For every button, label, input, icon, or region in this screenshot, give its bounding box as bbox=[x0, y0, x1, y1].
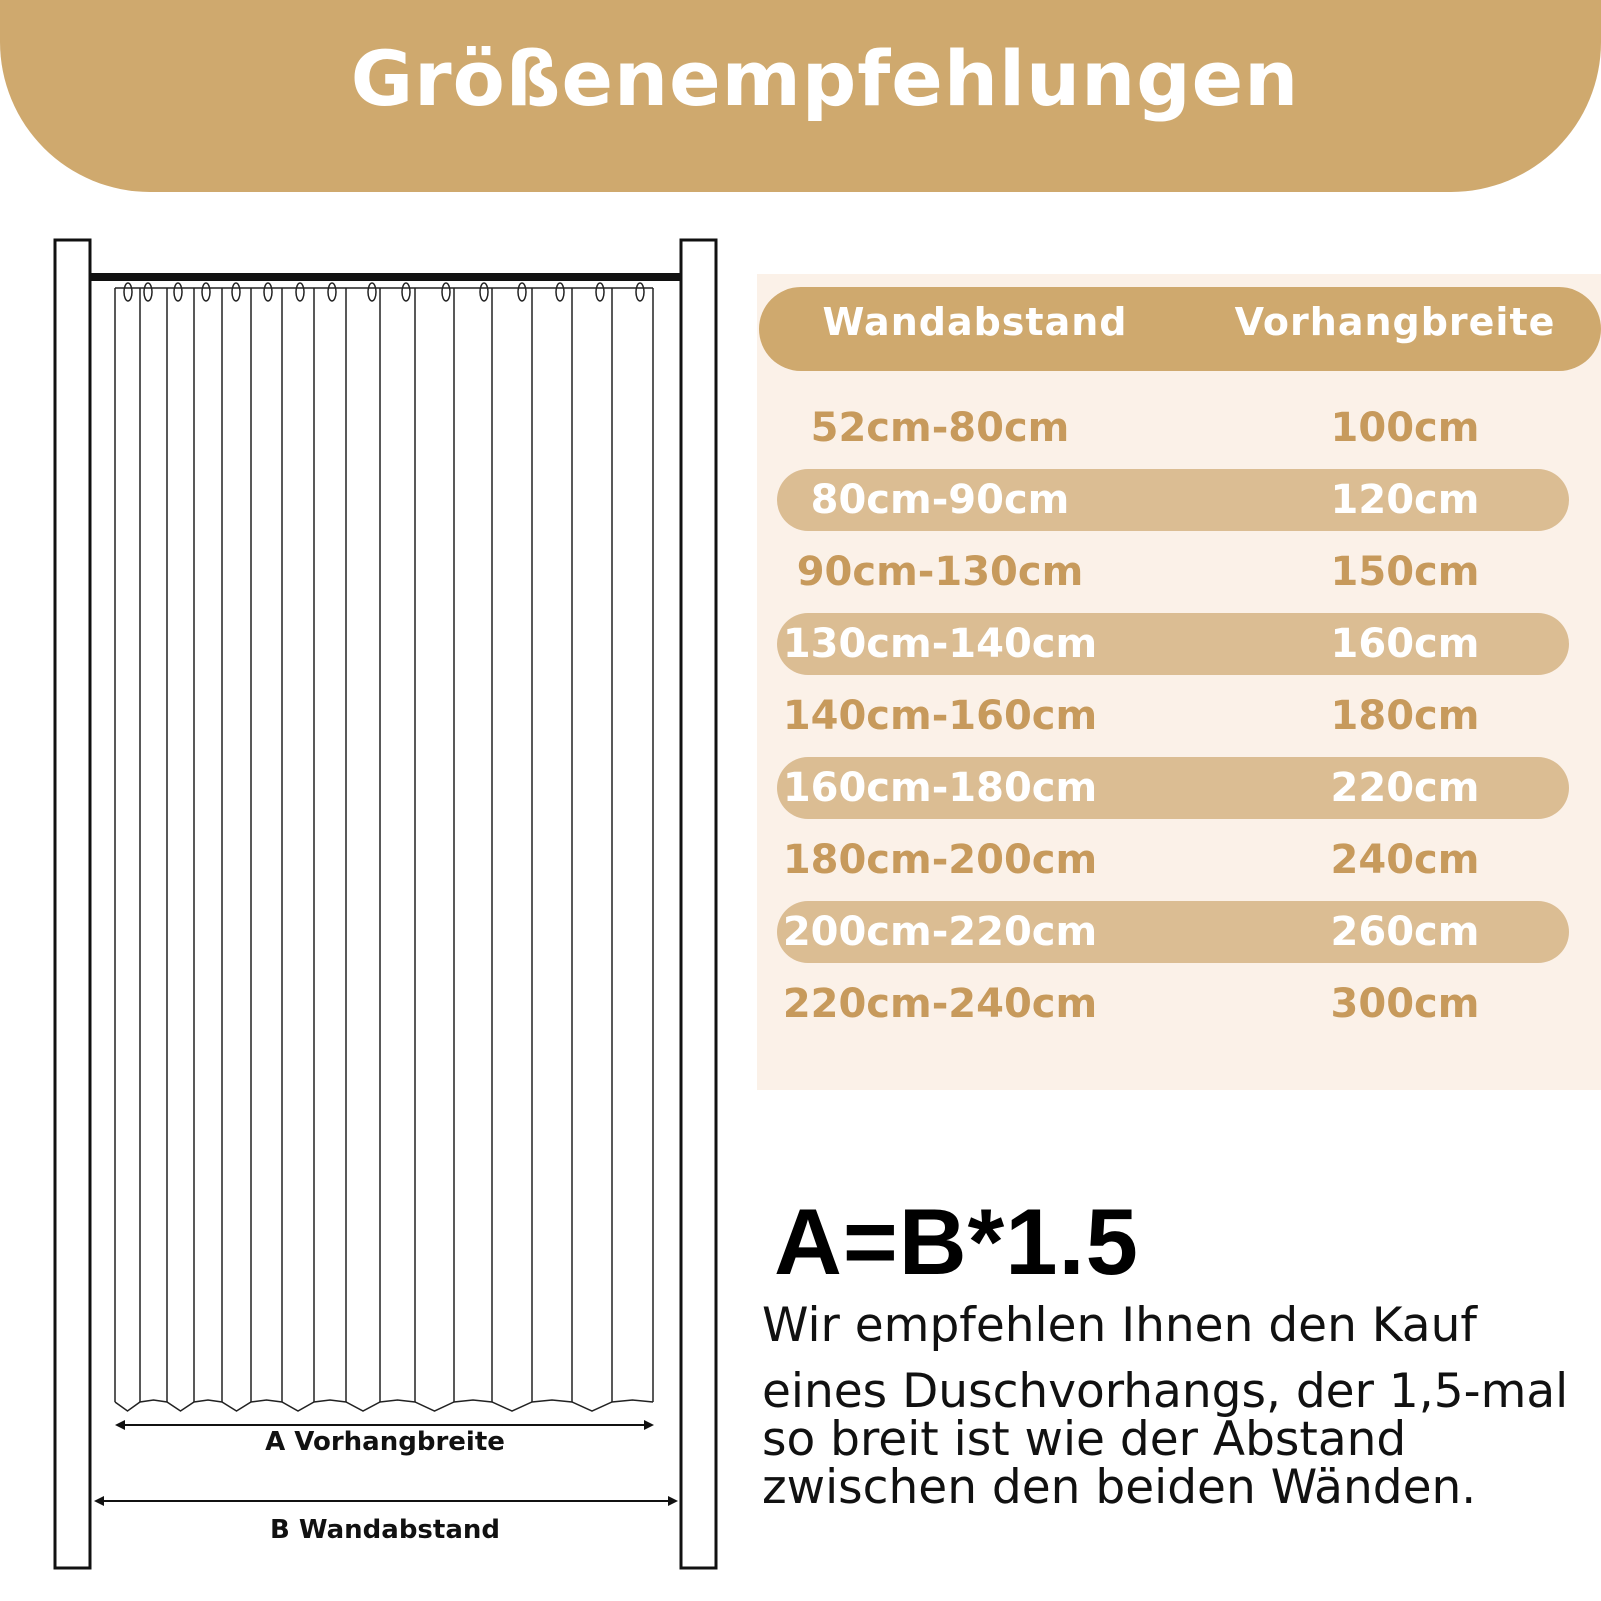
description-line-4: zwischen den beiden Wänden. bbox=[762, 1460, 1477, 1515]
table-cell-curtain-width: 150cm bbox=[1330, 549, 1480, 595]
table-cell-curtain-width: 120cm bbox=[1330, 477, 1480, 523]
header-wall-distance: Wandabstand bbox=[822, 300, 1128, 344]
table-cell-wall-distance: 180cm-200cm bbox=[782, 837, 1098, 883]
curtain-ring bbox=[202, 283, 210, 301]
curtain-ring bbox=[556, 283, 564, 301]
curtain-diagram bbox=[0, 0, 730, 1601]
description-line-3: so breit ist wie der Abstand bbox=[762, 1412, 1407, 1467]
table-cell-wall-distance: 160cm-180cm bbox=[782, 765, 1098, 811]
curtain-ring bbox=[480, 283, 488, 301]
table-cell-curtain-width: 160cm bbox=[1330, 621, 1480, 667]
curtain-ring bbox=[328, 283, 336, 301]
label-a-curtain-width: A Vorhangbreite bbox=[265, 1427, 505, 1457]
table-cell-wall-distance: 52cm-80cm bbox=[810, 405, 1070, 451]
curtain-ring bbox=[174, 283, 182, 301]
description-line-2: eines Duschvorhangs, der 1,5-mal bbox=[762, 1364, 1569, 1419]
table-cell-curtain-width: 220cm bbox=[1330, 765, 1480, 811]
table-cell-wall-distance: 80cm-90cm bbox=[810, 477, 1070, 523]
table-cell-curtain-width: 100cm bbox=[1330, 405, 1480, 451]
table-cell-curtain-width: 180cm bbox=[1330, 693, 1480, 739]
curtain-ring bbox=[232, 283, 240, 301]
table-cell-curtain-width: 240cm bbox=[1330, 837, 1480, 883]
curtain-ring bbox=[124, 283, 132, 301]
dimension-b-arrow bbox=[94, 1496, 678, 1506]
curtain-folds bbox=[115, 288, 653, 1411]
curtain-ring bbox=[296, 283, 304, 301]
description-line-1: Wir empfehlen Ihnen den Kauf bbox=[762, 1298, 1477, 1353]
left-wall bbox=[55, 240, 90, 1568]
table-cell-wall-distance: 140cm-160cm bbox=[782, 693, 1098, 739]
table-cell-curtain-width: 300cm bbox=[1330, 981, 1480, 1027]
table-cell-curtain-width: 260cm bbox=[1330, 909, 1480, 955]
curtain-rings bbox=[124, 283, 644, 301]
curtain-ring bbox=[636, 283, 644, 301]
header-curtain-width: Vorhangbreite bbox=[1234, 300, 1556, 344]
table-cell-wall-distance: 90cm-130cm bbox=[796, 549, 1084, 595]
table-cell-wall-distance: 130cm-140cm bbox=[782, 621, 1098, 667]
curtain-ring bbox=[264, 283, 272, 301]
table-cell-wall-distance: 220cm-240cm bbox=[782, 981, 1098, 1027]
table-cell-wall-distance: 200cm-220cm bbox=[782, 909, 1098, 955]
page-title: Größenempfehlungen bbox=[350, 34, 1300, 123]
curtain-rod bbox=[90, 273, 681, 281]
label-b-wall-distance: B Wandabstand bbox=[269, 1515, 500, 1545]
formula: A=B*1.5 bbox=[774, 1189, 1139, 1294]
curtain-ring bbox=[368, 283, 376, 301]
curtain-ring bbox=[402, 283, 410, 301]
curtain-hem bbox=[115, 1400, 653, 1411]
curtain-ring bbox=[144, 283, 152, 301]
curtain-ring bbox=[442, 283, 450, 301]
curtain-ring bbox=[596, 283, 604, 301]
right-wall bbox=[681, 240, 716, 1568]
curtain-ring bbox=[518, 283, 526, 301]
